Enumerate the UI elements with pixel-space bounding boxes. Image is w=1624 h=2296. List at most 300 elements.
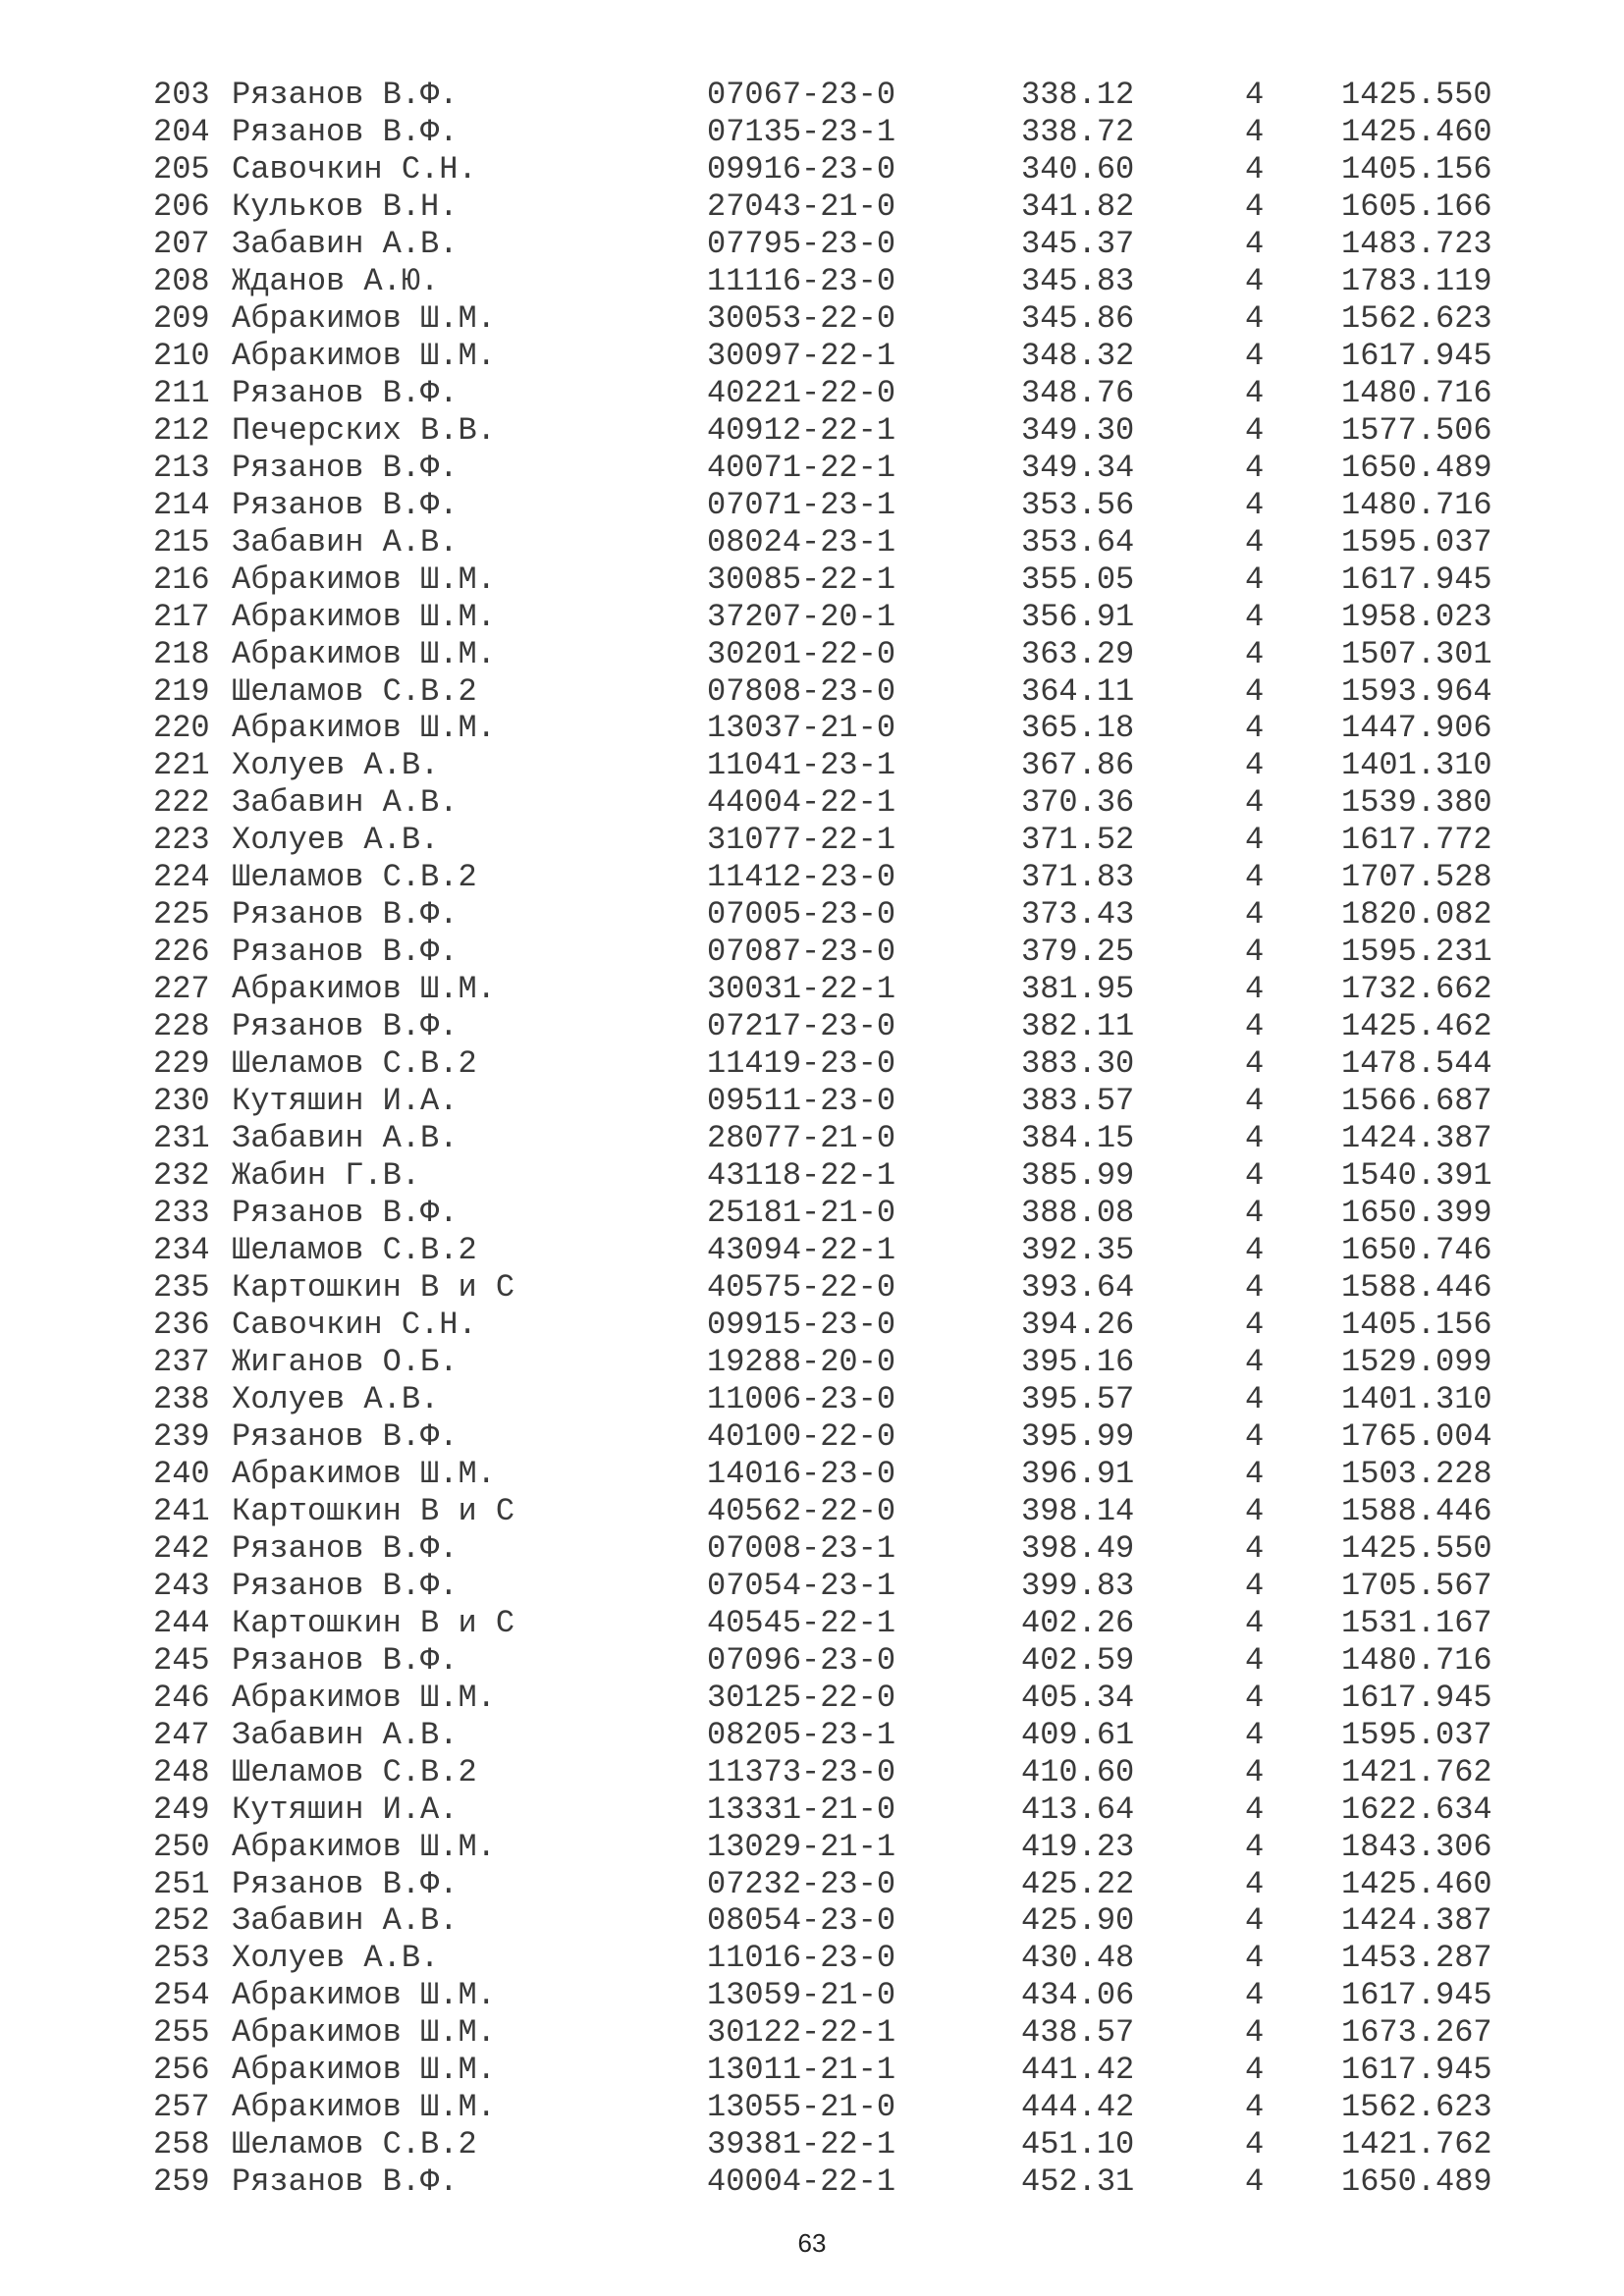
record-code: 08054-23-0 [707,1902,896,1940]
measured-value: 338.12 [1021,77,1135,113]
class-value: 4 [1245,2052,1265,2089]
record-code: 07217-23-0 [707,1008,896,1045]
table-row [153,673,1508,711]
row-number: 212 [153,411,210,449]
record-code: 40575-22-0 [707,1269,896,1306]
table-row [153,1269,1508,1307]
participant-name: Абракимов Ш.М. [232,710,496,747]
participant-name: Абракимов Ш.М. [232,2052,496,2089]
total-value: 1593.964 [1341,672,1492,710]
measured-value: 430.48 [1021,1940,1135,1977]
row-number: 235 [153,1269,210,1306]
participant-name: Кутяшин И.А. [232,1083,459,1120]
table-row [153,1717,1508,1754]
table-row [153,747,1508,784]
class-value: 4 [1245,896,1265,934]
record-code: 13055-21-0 [707,2089,896,2126]
participant-name: Шеламов С.В.2 [232,1753,477,1790]
class-value: 4 [1245,1865,1265,1902]
row-number: 242 [153,1529,210,1567]
class-value: 4 [1245,1380,1265,1417]
row-number: 229 [153,1045,210,1083]
total-value: 1622.634 [1341,1790,1492,1828]
participant-name: Абракимов Ш.М. [232,1977,496,2014]
total-value: 1650.489 [1341,449,1492,486]
participant-name: Рязанов В.Ф. [232,934,459,971]
total-value: 1421.762 [1341,1753,1492,1790]
measured-value: 381.95 [1021,971,1135,1008]
row-number: 244 [153,1604,210,1641]
record-code: 30097-22-1 [707,337,896,374]
class-value: 4 [1245,1753,1265,1790]
measured-value: 402.26 [1021,1604,1135,1641]
row-number: 250 [153,1828,210,1865]
table-row [153,1866,1508,1903]
total-value: 1595.037 [1341,523,1492,561]
participant-name: Рязанов В.Ф. [232,486,459,523]
table-row [153,934,1508,971]
total-value: 1483.723 [1341,225,1492,262]
total-value: 1425.550 [1341,77,1492,113]
record-code: 40545-22-1 [707,1604,896,1641]
record-code: 30122-22-1 [707,2014,896,2052]
measured-value: 371.52 [1021,822,1135,859]
class-value: 4 [1245,449,1265,486]
row-number: 226 [153,934,210,971]
measured-value: 394.26 [1021,1306,1135,1343]
record-code: 07135-23-1 [707,113,896,150]
measured-value: 365.18 [1021,710,1135,747]
measured-value: 370.36 [1021,784,1135,822]
participant-name: Рязанов В.Ф. [232,77,459,113]
row-number: 228 [153,1008,210,1045]
class-value: 4 [1245,1455,1265,1492]
measured-value: 353.56 [1021,486,1135,523]
participant-name: Кульков В.Н. [232,187,459,225]
participant-name: Шеламов С.В.2 [232,859,477,896]
record-code: 07808-23-0 [707,672,896,710]
table-row [153,2089,1508,2126]
participant-name: Абракимов Ш.М. [232,1455,496,1492]
table-row [153,1157,1508,1195]
class-value: 4 [1245,934,1265,971]
table-row [153,1232,1508,1269]
measured-value: 382.11 [1021,1008,1135,1045]
row-number: 207 [153,225,210,262]
measured-value: 348.76 [1021,374,1135,411]
table-row [153,859,1508,896]
measured-value: 402.59 [1021,1641,1135,1679]
table-row [153,1120,1508,1157]
measured-value: 438.57 [1021,2014,1135,2052]
row-number: 258 [153,2126,210,2163]
total-value: 1843.306 [1341,1828,1492,1865]
record-code: 40221-22-0 [707,374,896,411]
class-value: 4 [1245,635,1265,672]
record-code: 11041-23-1 [707,747,896,784]
class-value: 4 [1245,1083,1265,1120]
table-row [153,226,1508,263]
table-row [153,636,1508,673]
total-value: 1566.687 [1341,1083,1492,1120]
row-number: 236 [153,1306,210,1343]
total-value: 1447.906 [1341,710,1492,747]
results-table [153,77,1508,2201]
record-code: 07054-23-1 [707,1567,896,1604]
total-value: 1425.550 [1341,1529,1492,1567]
row-number: 238 [153,1380,210,1417]
total-value: 1425.460 [1341,113,1492,150]
table-row [153,1680,1508,1717]
record-code: 07067-23-0 [707,77,896,113]
row-number: 241 [153,1492,210,1529]
row-number: 227 [153,971,210,1008]
row-number: 203 [153,77,210,113]
participant-name: Абракимов Ш.М. [232,337,496,374]
measured-value: 338.72 [1021,113,1135,150]
class-value: 4 [1245,486,1265,523]
table-row [153,1791,1508,1829]
table-row [153,822,1508,859]
record-code: 11419-23-0 [707,1045,896,1083]
row-number: 248 [153,1753,210,1790]
measured-value: 405.34 [1021,1679,1135,1716]
table-row [153,1902,1508,1940]
total-value: 1732.662 [1341,971,1492,1008]
class-value: 4 [1245,1828,1265,1865]
class-value: 4 [1245,747,1265,784]
class-value: 4 [1245,598,1265,635]
class-value: 4 [1245,971,1265,1008]
participant-name: Рязанов В.Ф. [232,1008,459,1045]
row-number: 240 [153,1455,210,1492]
table-row [153,1493,1508,1530]
total-value: 1783.119 [1341,262,1492,299]
row-number: 232 [153,1157,210,1195]
table-row [153,1754,1508,1791]
table-row [153,524,1508,561]
class-value: 4 [1245,1157,1265,1195]
class-value: 4 [1245,859,1265,896]
record-code: 08024-23-1 [707,523,896,561]
table-row [153,896,1508,934]
participant-name: Рязанов В.Ф. [232,1641,459,1679]
table-row [153,710,1508,747]
participant-name: Шеламов С.В.2 [232,2126,477,2163]
participant-name: Забавин А.В. [232,523,459,561]
row-number: 210 [153,337,210,374]
total-value: 1958.023 [1341,598,1492,635]
participant-name: Забавин А.В. [232,1716,459,1753]
total-value: 1617.945 [1341,561,1492,598]
table-row [153,1307,1508,1344]
record-code: 44004-22-1 [707,784,896,822]
measured-value: 396.91 [1021,1455,1135,1492]
participant-name: Холуев А.В. [232,1940,440,1977]
measured-value: 452.31 [1021,2163,1135,2201]
total-value: 1650.489 [1341,2163,1492,2201]
record-code: 40562-22-0 [707,1492,896,1529]
measured-value: 425.90 [1021,1902,1135,1940]
row-number: 216 [153,561,210,598]
row-number: 251 [153,1865,210,1902]
row-number: 257 [153,2089,210,2126]
total-value: 1562.623 [1341,2089,1492,2126]
row-number: 254 [153,1977,210,2014]
row-number: 243 [153,1567,210,1604]
table-row [153,1456,1508,1493]
participant-name: Печерских В.В. [232,411,496,449]
measured-value: 345.37 [1021,225,1135,262]
table-row [153,77,1508,114]
participant-name: Жиганов О.Б. [232,1343,459,1380]
record-code: 30125-22-0 [707,1679,896,1716]
total-value: 1577.506 [1341,411,1492,449]
total-value: 1650.746 [1341,1232,1492,1269]
record-code: 13059-21-0 [707,1977,896,2014]
participant-name: Жабин Г.В. [232,1157,421,1195]
total-value: 1705.567 [1341,1567,1492,1604]
measured-value: 383.57 [1021,1083,1135,1120]
table-row [153,1977,1508,2014]
class-value: 4 [1245,187,1265,225]
row-number: 256 [153,2052,210,2089]
table-row [153,114,1508,151]
class-value: 4 [1245,150,1265,187]
measured-value: 348.32 [1021,337,1135,374]
table-row [153,1083,1508,1120]
row-number: 247 [153,1716,210,1753]
measured-value: 392.35 [1021,1232,1135,1269]
participant-name: Жданов А.Ю. [232,262,440,299]
class-value: 4 [1245,1902,1265,1940]
participant-name: Рязанов В.Ф. [232,2163,459,2201]
class-value: 4 [1245,1417,1265,1455]
record-code: 30031-22-1 [707,971,896,1008]
table-row [153,784,1508,822]
total-value: 1401.310 [1341,747,1492,784]
record-code: 11006-23-0 [707,1380,896,1417]
total-value: 1424.387 [1341,1902,1492,1940]
measured-value: 398.49 [1021,1529,1135,1567]
table-row [153,188,1508,226]
measured-value: 373.43 [1021,896,1135,934]
class-value: 4 [1245,2126,1265,2163]
participant-name: Забавин А.В. [232,1120,459,1157]
record-code: 28077-21-0 [707,1120,896,1157]
table-row [153,412,1508,450]
participant-name: Забавин А.В. [232,784,459,822]
total-value: 1673.267 [1341,2014,1492,2052]
total-value: 1540.391 [1341,1157,1492,1195]
class-value: 4 [1245,2014,1265,2052]
record-code: 13029-21-1 [707,1828,896,1865]
participant-name: Савочкин С.Н. [232,150,477,187]
participant-name: Рязанов В.Ф. [232,1865,459,1902]
participant-name: Картошкин В и С [232,1604,515,1641]
record-code: 11373-23-0 [707,1753,896,1790]
row-number: 213 [153,449,210,486]
record-code: 09915-23-0 [707,1306,896,1343]
participant-name: Абракимов Ш.М. [232,1679,496,1716]
total-value: 1507.301 [1341,635,1492,672]
measured-value: 383.30 [1021,1045,1135,1083]
record-code: 07096-23-0 [707,1641,896,1679]
record-code: 07795-23-0 [707,225,896,262]
class-value: 4 [1245,1269,1265,1306]
row-number: 255 [153,2014,210,2052]
class-value: 4 [1245,1232,1265,1269]
class-value: 4 [1245,262,1265,299]
measured-value: 409.61 [1021,1716,1135,1753]
participant-name: Абракимов Ш.М. [232,971,496,1008]
table-row [153,1045,1508,1083]
record-code: 07008-23-1 [707,1529,896,1567]
total-value: 1480.716 [1341,1641,1492,1679]
total-value: 1503.228 [1341,1455,1492,1492]
record-code: 13331-21-0 [707,1790,896,1828]
class-value: 4 [1245,523,1265,561]
participant-name: Абракимов Ш.М. [232,598,496,635]
measured-value: 385.99 [1021,1157,1135,1195]
measured-value: 367.86 [1021,747,1135,784]
table-row [153,487,1508,524]
class-value: 4 [1245,1045,1265,1083]
participant-name: Рязанов В.Ф. [232,374,459,411]
row-number: 234 [153,1232,210,1269]
row-number: 223 [153,822,210,859]
measured-value: 363.29 [1021,635,1135,672]
table-row [153,450,1508,487]
total-value: 1617.772 [1341,822,1492,859]
table-row [153,2052,1508,2089]
participant-name: Холуев А.В. [232,1380,440,1417]
total-value: 1595.231 [1341,934,1492,971]
class-value: 4 [1245,374,1265,411]
record-code: 07232-23-0 [707,1865,896,1902]
row-number: 211 [153,374,210,411]
class-value: 4 [1245,672,1265,710]
participant-name: Шеламов С.В.2 [232,672,477,710]
measured-value: 410.60 [1021,1753,1135,1790]
row-number: 209 [153,299,210,337]
participant-name: Холуев А.В. [232,822,440,859]
measured-value: 349.34 [1021,449,1135,486]
row-number: 259 [153,2163,210,2201]
total-value: 1820.082 [1341,896,1492,934]
participant-name: Шеламов С.В.2 [232,1045,477,1083]
measured-value: 444.42 [1021,2089,1135,2126]
measured-value: 345.86 [1021,299,1135,337]
row-number: 230 [153,1083,210,1120]
record-code: 30201-22-0 [707,635,896,672]
measured-value: 395.16 [1021,1343,1135,1380]
class-value: 4 [1245,1195,1265,1232]
row-number: 206 [153,187,210,225]
record-code: 30085-22-1 [707,561,896,598]
participant-name: Кутяшин И.А. [232,1790,459,1828]
class-value: 4 [1245,2089,1265,2126]
row-number: 233 [153,1195,210,1232]
class-value: 4 [1245,784,1265,822]
table-row [153,599,1508,636]
total-value: 1617.945 [1341,1679,1492,1716]
participant-name: Абракимов Ш.М. [232,561,496,598]
table-row [153,1418,1508,1456]
class-value: 4 [1245,1567,1265,1604]
row-number: 218 [153,635,210,672]
row-number: 204 [153,113,210,150]
measured-value: 371.83 [1021,859,1135,896]
class-value: 4 [1245,1343,1265,1380]
table-row [153,1568,1508,1605]
row-number: 246 [153,1679,210,1716]
participant-name: Рязанов В.Ф. [232,1567,459,1604]
class-value: 4 [1245,1008,1265,1045]
measured-value: 340.60 [1021,150,1135,187]
class-value: 4 [1245,113,1265,150]
measured-value: 379.25 [1021,934,1135,971]
table-row [153,1530,1508,1568]
table-row [153,1642,1508,1680]
record-code: 40071-22-1 [707,449,896,486]
participant-name: Картошкин В и С [232,1492,515,1529]
measured-value: 388.08 [1021,1195,1135,1232]
row-number: 239 [153,1417,210,1455]
record-code: 40100-22-0 [707,1417,896,1455]
class-value: 4 [1245,2163,1265,2201]
table-row [153,1829,1508,1866]
row-number: 221 [153,747,210,784]
row-number: 224 [153,859,210,896]
participant-name: Картошкин В и С [232,1269,515,1306]
record-code: 13037-21-0 [707,710,896,747]
table-row [153,1344,1508,1381]
measured-value: 353.64 [1021,523,1135,561]
record-code: 31077-22-1 [707,822,896,859]
measured-value: 425.22 [1021,1865,1135,1902]
measured-value: 341.82 [1021,187,1135,225]
measured-value: 413.64 [1021,1790,1135,1828]
total-value: 1765.004 [1341,1417,1492,1455]
row-number: 208 [153,262,210,299]
total-value: 1617.945 [1341,1977,1492,2014]
total-value: 1405.156 [1341,1306,1492,1343]
class-value: 4 [1245,1940,1265,1977]
participant-name: Рязанов В.Ф. [232,1417,459,1455]
total-value: 1425.462 [1341,1008,1492,1045]
class-value: 4 [1245,225,1265,262]
table-row [153,971,1508,1008]
record-code: 19288-20-0 [707,1343,896,1380]
page-number: 63 [797,2228,827,2258]
row-number: 205 [153,150,210,187]
record-code: 11116-23-0 [707,262,896,299]
participant-name: Рязанов В.Ф. [232,1195,459,1232]
participant-name: Холуев А.В. [232,747,440,784]
record-code: 40004-22-1 [707,2163,896,2201]
class-value: 4 [1245,337,1265,374]
total-value: 1478.544 [1341,1045,1492,1083]
participant-name: Абракимов Ш.М. [232,635,496,672]
class-value: 4 [1245,822,1265,859]
class-value: 4 [1245,1604,1265,1641]
record-code: 13011-21-1 [707,2052,896,2089]
participant-name: Рязанов В.Ф. [232,1529,459,1567]
class-value: 4 [1245,1306,1265,1343]
row-number: 225 [153,896,210,934]
record-code: 27043-21-0 [707,187,896,225]
